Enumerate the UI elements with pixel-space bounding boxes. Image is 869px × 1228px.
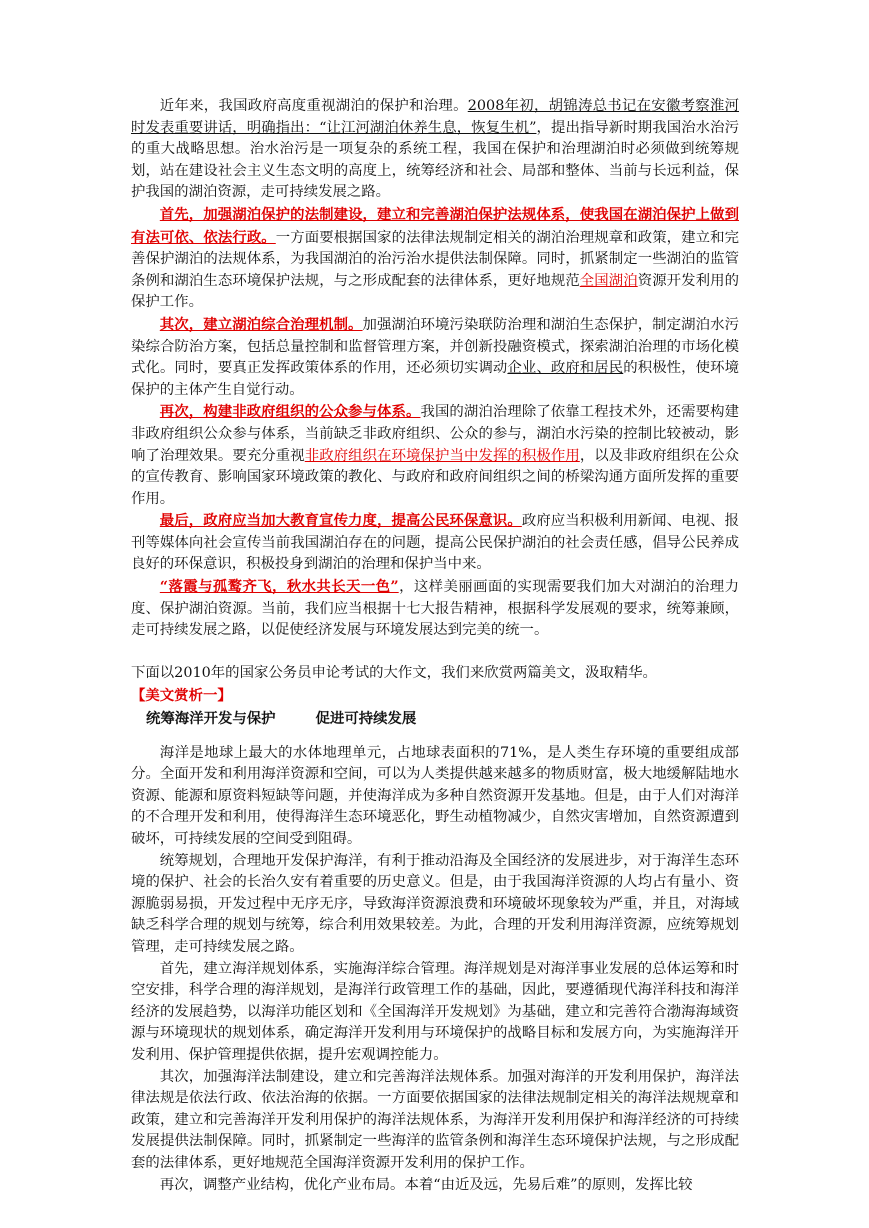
spacer bbox=[131, 642, 739, 664]
paragraph-first-lead: 首先，加强湖泊保护的法制建设，建立和完善湖泊保护法规体系，使我国在湖泊保护上做到有法可依、依法行政。 bbox=[131, 205, 739, 246]
paragraph-third-text-2: ，以及非政府组织在公众的宣传教育、影响国家环境政策的教化、与政府和政府间组织之间的桥梁沟通方面所发挥的重要作用。 bbox=[131, 447, 739, 507]
intro-text-2: ，提出指导新时期我国治水治污的重大战略思想。治水治污是一项复杂的系统工程，我国在保护和治理湖泊时必须做到统筹规划，站在建设社会主义生态文明的高度上，统筹经济和社会、局部和整体、当前与长远利益，保护我国的湖泊资源，走可持续发展之路。 bbox=[131, 119, 739, 201]
paragraph-third-text-1: 我国的湖泊治理除了依靠工程技术外，还需要构建非政府组织公众参与体系，当前缺乏非政府组织、公众的参与，湖泊水污染的控制比较被动，影响了治理效果。要充分重视 bbox=[131, 404, 739, 464]
intro-paragraph bbox=[131, 96, 739, 204]
paragraph-fifth bbox=[131, 576, 739, 642]
paragraph-fifth-lead: “落霞与孤鹜齐飞，秋水共长天一色” bbox=[159, 578, 399, 596]
essay-paragraph: 首先，建立海洋规划体系，实施海洋综合管理。海洋规划是对海洋事业发展的总体运筹和时空安排，科学合理的海洋规划，是海洋行政管理工作的基础，因此，要遵循现代海洋科技和海洋经济的发展趋势，以海洋功能区划和《全国海洋开发规划》为基础，建立和完善符合渤海海域资源与环境现状的规划体系，确定海洋开发利用与环境保护的战略目标和发展方向，为实施海洋开发利用、保护管理提供依据，提升宏观调控能力。 bbox=[131, 960, 739, 1063]
paragraph-fourth-text: 政府应当积极利用新闻、电视、报刊等媒体向社会宣传当前我国湖泊存在的问题，提高公民保护湖泊的社会责任感，倡导公民养成良好的环保意识，积极投身到湖泊的治理和保护当中来。 bbox=[131, 513, 739, 573]
spacer bbox=[131, 731, 739, 743]
paragraph-second-underlined: 企业、政府和居民 bbox=[507, 360, 624, 377]
paragraph-first-text-1: 一方面要根据国家的法律法规制定相关的湖泊治理规章和政策，建立和完善保护湖泊的法规体系，为我国湖泊的治污治水提供法制保障。同时，抓紧制定一些湖泊的监管条例和湖泊生态环境保护法规，与之形成配套的法律体系，更好地规范 bbox=[131, 229, 739, 289]
essay-paragraph: 统筹规划，合理地开发保护海洋，有利于推动沿海及全国经济的发展进步，对于海洋生态环境的保护、社会的长治久安有着重要的历史意义。但是，由于我国海洋资源的人均占有量小、资源脆弱易损，开发过程中无序无序，导致海洋资源浪费和环境破坏现象较为严重，并且，对海域缺乏科学合理的规划与统筹，综合利用效果较差。为此，合理的开发利用海洋资源，应统筹规划管理，走可持续发展之路。 bbox=[131, 852, 739, 955]
paragraph-first bbox=[131, 204, 739, 314]
paragraph-fourth bbox=[131, 510, 739, 576]
paragraph-third-lead: 再次，构建非政府组织的公众参与体系。 bbox=[159, 403, 421, 421]
essay-title bbox=[131, 707, 739, 731]
paragraph-first-text-2: 资源开发利用的保护工作。 bbox=[131, 272, 739, 311]
paragraph-fifth-text: ，这样美丽画面的实现需要我们加大对湖泊的治理力度、保护湖泊资源。当前，我们应当根据十七大报告精神，根据科学发展观的要求，统筹兼顾，走可持续发展之路，以促使经济发展与环境发展达到完美的统一。 bbox=[131, 579, 739, 639]
paragraph-second-text-2: 的积极性，使环境保护的主体产生自觉行动。 bbox=[131, 360, 739, 398]
essay-title-part-b: 促进可持续发展 bbox=[315, 709, 417, 727]
document-page bbox=[131, 96, 739, 1196]
section-label: 【美文赏析一】 bbox=[131, 687, 232, 705]
essay-paragraph: 其次，加强海洋法制建设，建立和完善海洋法规体系。加强对海洋的开发利用保护，海洋法律法规是依法行政、依法治海的依据。一方面要依据国家的法律法规制定相关的海洋法规规章和政策，建立和完善海洋开发利用保护的海洋法规体系，为海洋开发利用保护和海洋经济的可持续发展提供法制保障。同时，抓紧制定一些海洋的监管条例和海洋生态环境保护法规，与之形成配套的法律体系，更好地规范全国海洋资源开发利用的保护工作。 bbox=[131, 1068, 739, 1171]
intro-text-1: 近年来，我国政府高度重视湖泊的保护和治理。 bbox=[159, 98, 468, 114]
transition-line: 下面以2010年的国家公务员申论考试的大作文，我们来欣赏两篇美文，汲取精华。 bbox=[131, 665, 657, 682]
essay-paragraph: 海洋是地球上最大的水体地理单元，占地球表面积的71%，是人类生存环境的重要组成部分。全面开发和利用海洋资源和空间，可以为人类提供越来越多的物质财富，极大地缓解陆地水资源、能源和原资料短缺等问题，并使海洋成为多种自然资源开发基地。但是，由于人们对海洋的不合理开发和利用，使得海洋生态环境恶化，野生动植物减少，自然灾害增加，自然资源遭到破坏，可持续发展的空间受到阻碍。 bbox=[131, 744, 739, 847]
national-lakes-link[interactable]: 全国湖泊 bbox=[579, 272, 638, 289]
intro-quote-underlined: 2008年初，胡锦涛总书记在安徽考察淮河时发表重要讲话，明确指出：“让江河湖泊休养生息，恢复生机” bbox=[131, 98, 739, 136]
paragraph-fourth-lead: 最后，政府应当加大教育宣传力度，提高公民环保意识。 bbox=[159, 512, 522, 530]
essay-paragraph: 再次，调整产业结构，优化产业布局。本着“由近及远，先易后难”的原则，发挥比较 bbox=[159, 1176, 693, 1193]
ngo-role-link[interactable]: 非政府组织在环境保护当中发挥的积极作用 bbox=[304, 447, 580, 464]
essay-title-part-a: 统筹海洋开发与保护 bbox=[146, 709, 276, 727]
paragraph-third bbox=[131, 401, 739, 510]
paragraph-second-text-1: 加强湖泊环境污染联防治理和湖泊生态保护，制定湖泊水污染综合防治方案，包括总量控制和监督管理方案，并创新投融资模式，探索湖泊治理的市场化模式化。同时，要真正发挥政策体系的作用，还必须切实调动 bbox=[131, 316, 739, 377]
paragraph-second-lead: 其次，建立湖泊综合治理机制。 bbox=[159, 315, 363, 333]
paragraph-second bbox=[131, 314, 739, 401]
